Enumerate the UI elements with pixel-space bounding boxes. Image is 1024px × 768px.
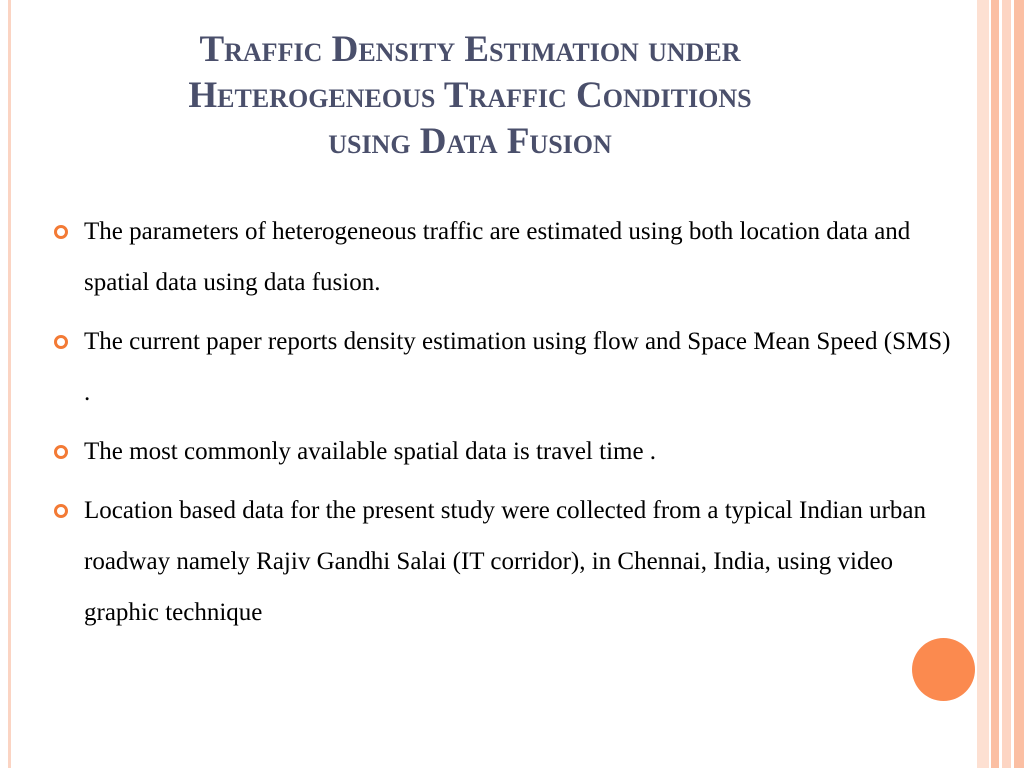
bullet-item (54, 316, 954, 418)
bullet-circle-icon (54, 445, 68, 459)
slide-title (100, 27, 840, 165)
bullet-item (54, 485, 954, 638)
stripe (1002, 0, 1011, 768)
bullet-text: The most commonly available spatial data is travel time . (84, 438, 657, 465)
bullet-text: Location based data for the present study were collected from a typical Indian urban roadway namely Rajiv Gandhi Salai (IT corridor), in Chennai, India, using video graphic technique (84, 497, 927, 626)
bullet-list (54, 206, 954, 646)
title-line: Heterogeneous Traffic Conditions (188, 75, 752, 116)
bullet-text: The current paper reports density estimation using flow and Space Mean Speed (SMS) . (84, 328, 951, 406)
bullet-circle-icon (54, 225, 68, 239)
title-line: Traffic Density Estimation under (199, 29, 741, 70)
bullet-item (54, 206, 954, 308)
bullet-text: The parameters of heterogeneous traffic are estimated using both location data and spatial data using data fusion. (84, 218, 911, 296)
stripe (1014, 0, 1024, 768)
title-line: using Data Fusion (328, 121, 612, 162)
stripe (991, 0, 999, 768)
left-border-line (8, 0, 11, 768)
bullet-item (54, 426, 954, 477)
decorative-stripes (977, 0, 1024, 768)
bullet-circle-icon (54, 504, 68, 518)
stripe (977, 0, 989, 768)
bullet-circle-icon (54, 335, 68, 349)
decorative-circle (912, 638, 975, 701)
